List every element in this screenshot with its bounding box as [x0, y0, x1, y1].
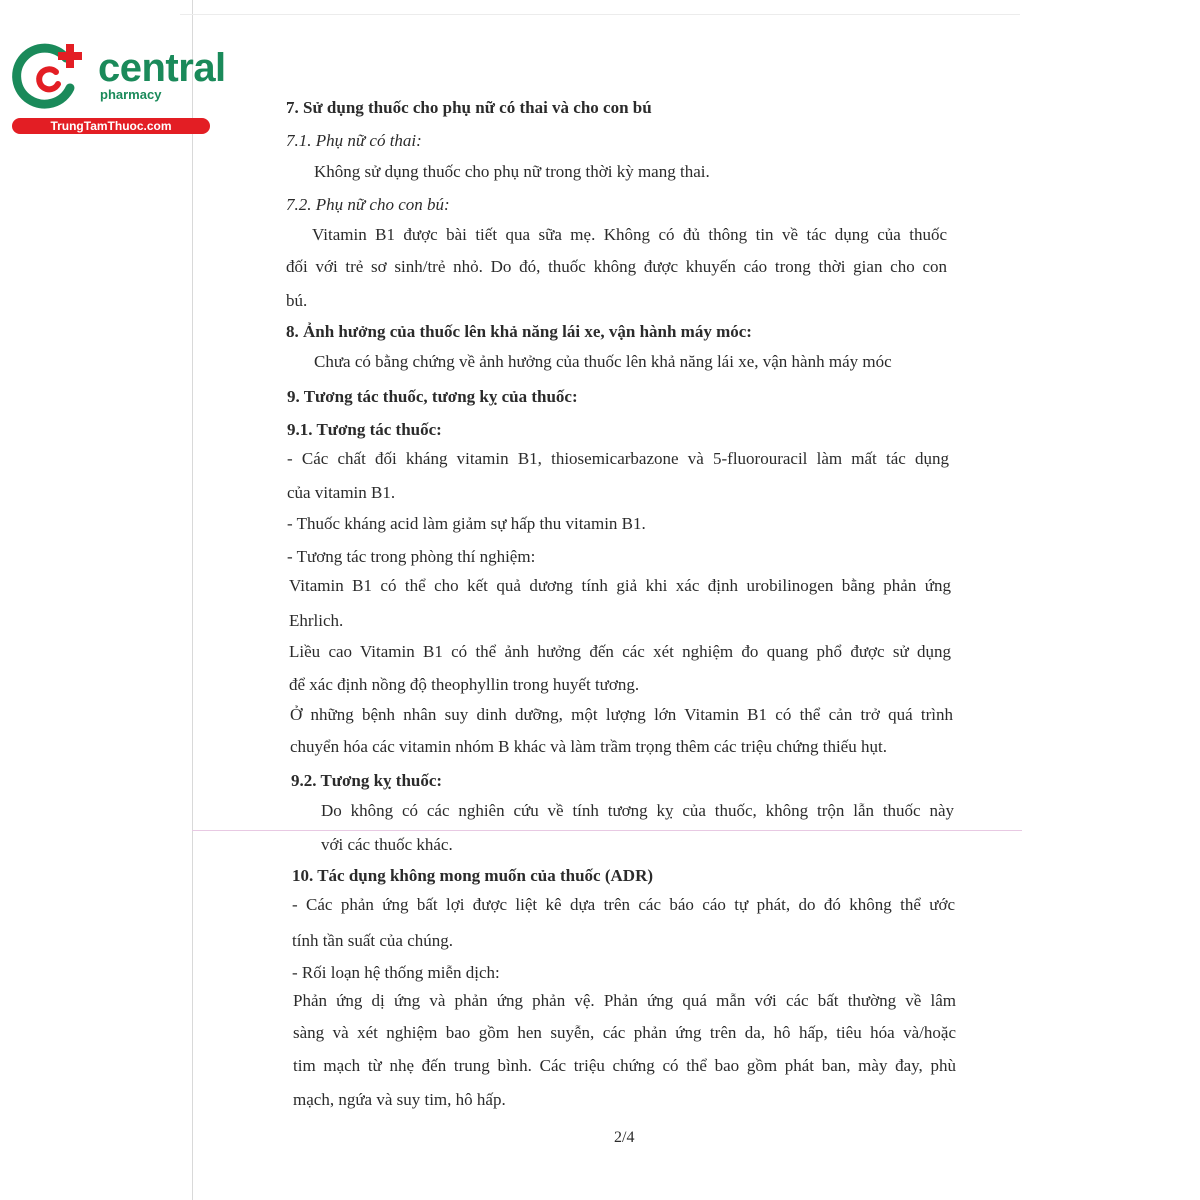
paragraph-line: Ehrlich. — [289, 611, 344, 630]
paragraph-line: mạch, ngứa và suy tim, hô hấp. — [293, 1090, 506, 1109]
paragraph: Không sử dụng thuốc cho phụ nữ trong thời kỳ mang thai. — [314, 162, 710, 181]
paragraph-line: Vitamin B1 được bài tiết qua sữa mẹ. Không có đủ thông tin về tác dụng của thuốc — [312, 225, 947, 244]
page-number: 2/4 — [614, 1129, 635, 1146]
paragraph-line: tim mạch từ nhẹ đến trung bình. Các triệu chứng có thể bao gồm phát ban, mày đay, phù — [293, 1056, 956, 1075]
paragraph-line: bú. — [286, 291, 308, 310]
paragraph-line: - Các phản ứng bất lợi được liệt kê dựa trên các báo cáo tự phát, do đó không thể ước — [292, 895, 955, 914]
list-item: - Thuốc kháng acid làm giảm sự hấp thu vitamin B1. — [287, 514, 646, 533]
paragraph-line: tính tần suất của chúng. — [292, 931, 453, 950]
paragraph-line: - Các chất đối kháng vitamin B1, thiosemicarbazone và 5-fluorouracil làm mất tác dụng — [287, 449, 949, 468]
faded-stamp-mark — [1010, 340, 1034, 490]
paragraph-line: Do không có các nghiên cứu về tính tương kỵ của thuốc, không trộn lẫn thuốc này — [321, 801, 954, 820]
section-9-heading: 9. Tương tác thuốc, tương kỵ của thuốc: — [287, 387, 578, 406]
section-7-2-subheading: 7.2. Phụ nữ cho con bú: — [286, 195, 450, 214]
logo-website[interactable]: TrungTamThuoc.com — [12, 118, 210, 134]
paragraph-line: để xác định nồng độ theophyllin trong huyết tương. — [289, 675, 640, 694]
paragraph-line: chuyển hóa các vitamin nhóm B khác và làm trầm trọng thêm các triệu chứng thiếu hụt. — [290, 737, 887, 756]
paragraph-line: Liều cao Vitamin B1 có thể ảnh hưởng đến các xét nghiệm đo quang phổ được sử dụng — [289, 642, 951, 661]
paragraph-line: sàng và xét nghiệm bao gồm hen suyễn, các phản ứng trên da, hô hấp, tiêu hóa và/hoặc — [293, 1023, 956, 1042]
paragraph: Chưa có bằng chứng về ảnh hưởng của thuốc lên khả năng lái xe, vận hành máy móc — [314, 352, 892, 371]
section-10-heading: 10. Tác dụng không mong muốn của thuốc (ADR) — [292, 866, 654, 885]
section-8-heading: 8. Ảnh hưởng của thuốc lên khả năng lái xe, vận hành máy móc: — [286, 322, 752, 341]
section-7-heading: 7. Sử dụng thuốc cho phụ nữ có thai và cho con bú — [286, 98, 652, 117]
section-9-2-subheading: 9.2. Tương kỵ thuốc: — [291, 771, 443, 790]
logo-subtitle: pharmacy — [100, 87, 162, 102]
logo-name: central — [98, 46, 226, 90]
paragraph-line: Phản ứng dị ứng và phản ứng phản vệ. Phản ứng quá mẫn với các bất thường về lâm — [293, 991, 956, 1010]
paragraph-line: với các thuốc khác. — [321, 835, 453, 854]
paragraph-line: của vitamin B1. — [287, 483, 396, 502]
paragraph-line: Vitamin B1 có thể cho kết quả dương tính giả khi xác định urobilinogen bằng phản ứng — [289, 576, 951, 595]
list-item: - Tương tác trong phòng thí nghiệm: — [287, 547, 536, 566]
paragraph-line: đối với trẻ sơ sinh/trẻ nhỏ. Do đó, thuốc không được khuyến cáo trong thời gian cho con — [286, 257, 947, 276]
section-7-1-subheading: 7.1. Phụ nữ có thai: — [286, 131, 422, 150]
list-item: - Rối loạn hệ thống miễn dịch: — [292, 963, 500, 982]
section-9-1-subheading: 9.1. Tương tác thuốc: — [287, 420, 442, 439]
paragraph-line: Ở những bệnh nhân suy dinh dưỡng, một lượng lớn Vitamin B1 có thể cản trở quá trình — [290, 705, 953, 724]
